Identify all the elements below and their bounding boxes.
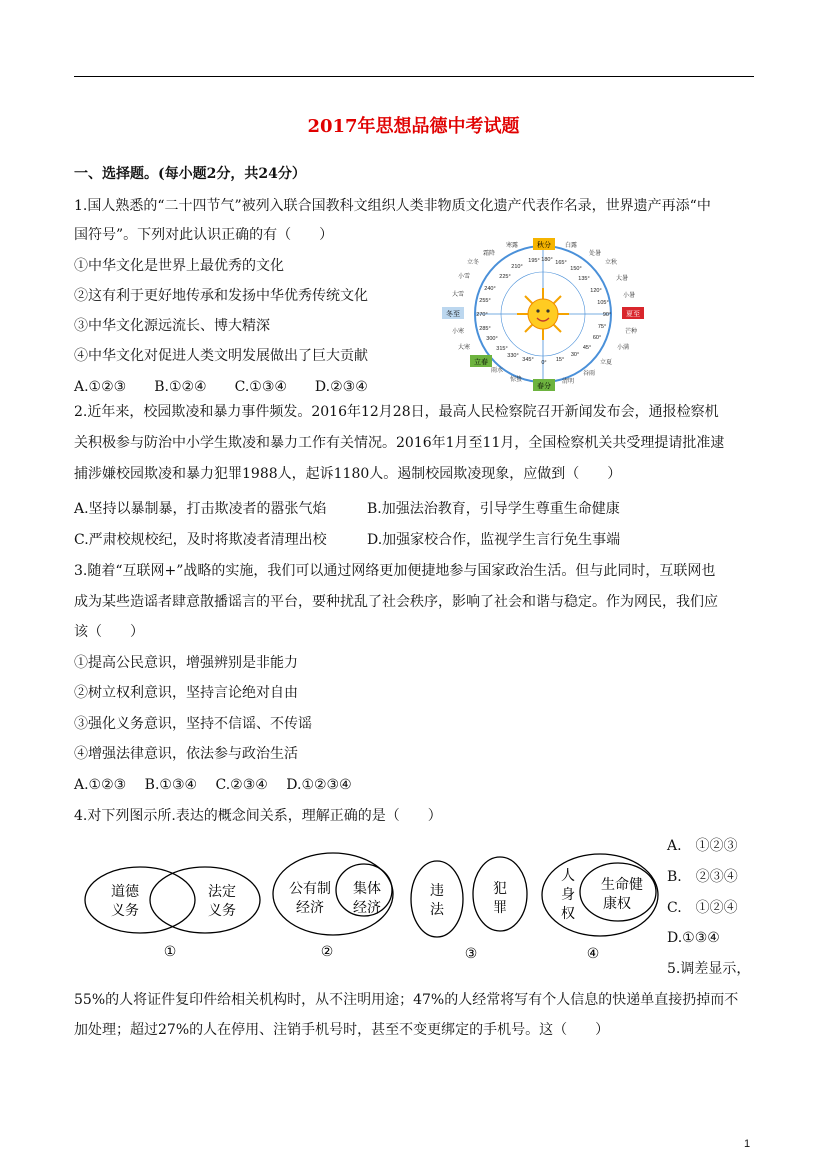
deg-255: 255°: [479, 298, 491, 304]
q3-option-3: ③强化义务意识，坚持不信谣、不传谣: [74, 716, 312, 732]
venn1-left-label-2: 义务: [111, 903, 139, 919]
q3-stem-line3: 该（ ）: [74, 624, 144, 640]
deg-15: 15°: [555, 357, 565, 363]
deg-30: 30°: [570, 352, 580, 358]
label-bailu: 白露: [564, 243, 578, 249]
deg-270: 270°: [476, 312, 488, 318]
q1-stem-line1: 1.国人熟悉的“二十四节气”被列入联合国教科文组织人类非物质文化遗产代表作名录，世界遗产再添“中: [74, 198, 711, 214]
q1-option-3: ③中华文化源远流长、博大精深: [74, 318, 270, 334]
q3-stem-line2: 成为某些造谣者肆意散播谣言的平台，要种扰乱了社会秩序，影响了社会和谐与稳定。作为网民，我们应: [74, 594, 718, 610]
label-mangzhong: 芒种: [624, 329, 638, 335]
q4-stem: 4.对下列图示所.表达的概念间关系，理解正确的是（ ）: [74, 808, 442, 824]
q2-option-d: D.加强家校合作，监视学生言行免生事端: [367, 532, 621, 548]
q4-option-d: D.①③④: [667, 930, 720, 946]
q2-stem-line1: 2.近年来，校园欺凌和暴力事件频发。2016年12月28日，最高人民检察院召开新闻发布会，通报检察机: [74, 404, 719, 420]
deg-330: 330°: [507, 353, 519, 359]
venn1-right-label-1: 法定: [208, 884, 236, 900]
q1-stem-line2: 国符号”。下列对此认识正确的有（ ）: [74, 227, 334, 243]
label-lichun: 立春: [474, 359, 488, 366]
deg-165: 165°: [555, 260, 567, 266]
label-guyu: 谷雨: [582, 371, 596, 377]
label-lidong: 立冬: [466, 260, 480, 266]
venn1-right-label-2: 义务: [208, 903, 236, 919]
deg-0: 0°: [541, 360, 547, 366]
venn4-inner-label-2: 康权: [603, 896, 631, 912]
q5-stem-start: 5.调差显示，: [667, 961, 751, 977]
q3-option-4: ④增强法律意识，依法参与政治生活: [74, 746, 298, 762]
label-xiaoman: 小满: [616, 345, 630, 351]
label-qiufen: 秋分: [537, 242, 551, 249]
venn3-right-label-2: 罪: [493, 900, 507, 916]
venn4-outer-label-1: 人: [561, 868, 575, 884]
venn3-number: ③: [464, 946, 478, 962]
header-rule: [74, 76, 754, 77]
label-dashu: 大暑: [615, 276, 629, 282]
q5-stem-line1: 55%的人将证件复印件给相关机构时，从不注明用途；47%的人经常将写有个人信息的快递单直接扔掉而不: [74, 992, 739, 1008]
label-xiaoxue: 小雪: [457, 274, 471, 280]
concept-venn-diagrams: [0, 838, 827, 978]
label-chushu: 处暑: [588, 251, 602, 257]
q5-stem-line2: 加处理；超过27%的人在停用、注销手机号时，甚至不变更绑定的手机号。这（ ）: [74, 1022, 610, 1038]
q1-answers: A.①②③ B.①②④ C.①③④ D.②③④: [74, 379, 368, 395]
label-jingzhe: 惊蛰: [509, 377, 523, 383]
q1-option-4: ④中华文化对促进人类文明发展做出了巨大贡献: [74, 348, 368, 364]
deg-60: 60°: [592, 335, 602, 341]
solar-terms-figure: [440, 236, 646, 394]
label-xiazhi: 夏至: [626, 311, 640, 318]
deg-345: 345°: [522, 357, 534, 363]
deg-45: 45°: [582, 345, 592, 351]
q2-option-c: C.严肃校规校纪，及时将欺凌者清理出校: [74, 532, 327, 548]
section-heading: 一、选择题。(每小题2分，共24分）: [74, 166, 306, 182]
venn4-outer-label-2: 身: [561, 887, 575, 903]
deg-150: 150°: [570, 266, 582, 272]
deg-195: 195°: [528, 258, 540, 264]
deg-90: 90°: [602, 312, 612, 318]
venn1-left-label-1: 道德: [111, 884, 139, 900]
deg-120: 120°: [590, 288, 602, 294]
deg-285: 285°: [479, 326, 491, 332]
label-lixia: 立夏: [599, 360, 613, 366]
q2-option-a: A.坚持以暴制暴，打击欺凌者的嚣张气焰: [74, 501, 327, 517]
venn2-number: ②: [320, 944, 334, 960]
q3-option-1: ①提高公民意识，增强辨别是非能力: [74, 655, 298, 671]
q4-option-a: A. ①②③: [667, 838, 738, 854]
label-yushui: 雨水: [490, 368, 504, 374]
venn4-number: ④: [586, 946, 600, 962]
q2-option-b: B.加强法治教育，引导学生尊重生命健康: [367, 501, 620, 517]
venn2-inner-label-2: 经济: [353, 900, 381, 916]
label-hanlu: 寒露: [505, 243, 519, 249]
q3-stem-line1: 3.随着“互联网+”战略的实施，我们可以通过网络更加便捷地参与国家政治生活。但与此同时，互联网也: [74, 563, 716, 579]
deg-300: 300°: [486, 336, 498, 342]
deg-180: 180°: [541, 257, 553, 263]
label-qingming: 清明: [561, 379, 575, 385]
q2-stem-line2: 关积极参与防治中小学生欺凌和暴力工作有关情况。2016年1月至11月，全国检察机关共受理提请批准逮: [74, 435, 725, 451]
q3-option-2: ②树立权利意识，坚持言论绝对自由: [74, 685, 298, 701]
venn1-number: ①: [163, 944, 177, 960]
venn4-outer-label-3: 权: [561, 906, 575, 922]
label-dahan: 大寒: [457, 345, 471, 351]
q4-option-b: B. ②③④: [667, 869, 738, 885]
deg-135: 135°: [578, 276, 590, 282]
venn3-right-label-1: 犯: [493, 881, 507, 897]
deg-225: 225°: [499, 274, 511, 280]
venn2-outer-label-2: 经济: [296, 900, 324, 916]
venn2-inner-label-1: 集体: [353, 881, 381, 897]
venn3-left-label-2: 法: [430, 902, 444, 918]
sun-icon: [517, 288, 569, 340]
label-xiaohan: 小寒: [451, 329, 465, 335]
deg-105: 105°: [597, 300, 609, 306]
venn4-inner-label-1: 生命健: [601, 877, 643, 893]
q1-option-2: ②这有利于更好地传承和发扬中华优秀传统文化: [74, 288, 368, 304]
deg-240: 240°: [484, 286, 496, 292]
page-number: 1: [744, 1138, 751, 1150]
q4-option-c: C. ①②④: [667, 900, 738, 916]
label-dongzhi: 冬至: [446, 311, 460, 318]
q2-stem-line3: 捕涉嫌校园欺凌和暴力犯罪1988人，起诉1180人。遏制校园欺凌现象，应做到（ ）: [74, 466, 622, 482]
venn3-left-label-1: 违: [430, 883, 444, 899]
page-title: 2017年思想品德中考试题: [307, 116, 520, 137]
label-daxue: 大雪: [451, 292, 465, 298]
label-xiaoshu: 小暑: [622, 293, 636, 299]
label-liqiu: 立秋: [604, 260, 618, 266]
venn2-outer-label-1: 公有制: [289, 881, 331, 897]
deg-75: 75°: [597, 324, 607, 330]
q1-option-1: ①中华文化是世界上最优秀的文化: [74, 258, 284, 274]
label-chunfen: 春分: [537, 383, 551, 390]
deg-210: 210°: [511, 264, 523, 270]
label-shuangjiang: 霜降: [482, 251, 496, 257]
deg-315: 315°: [496, 346, 508, 352]
q3-answers: A.①②③ B.①③④ C.②③④ D.①②③④: [74, 777, 352, 793]
